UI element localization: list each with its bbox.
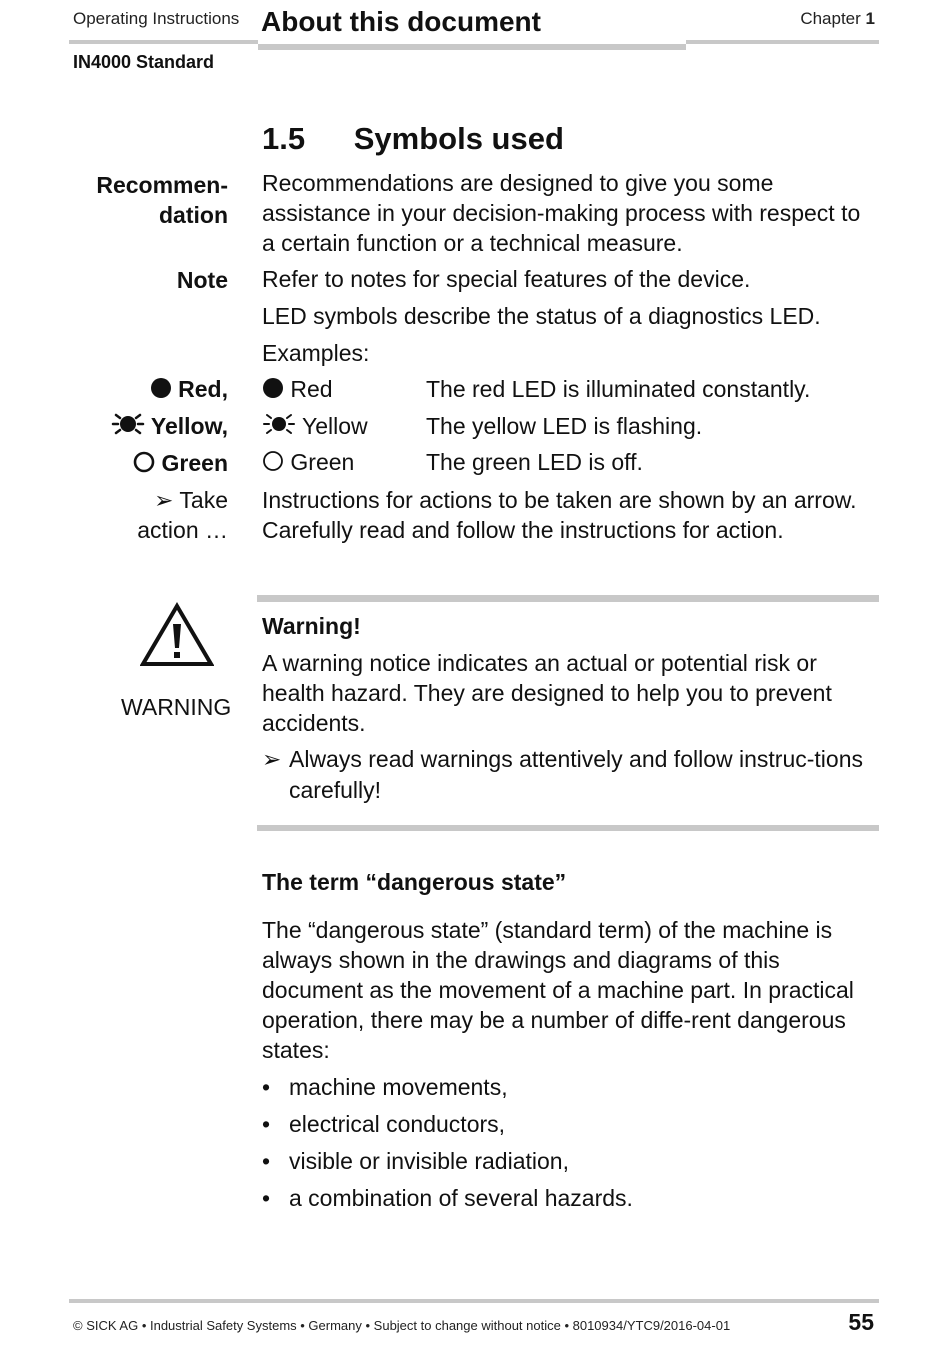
- green-margin-label: [133, 448, 228, 478]
- arrow-icon: ➢: [262, 746, 282, 772]
- led-off-icon: [133, 451, 155, 473]
- take-action-margin-label: [137, 485, 228, 545]
- list-item: • machine movements,: [262, 1072, 877, 1109]
- recommendation-margin-label: [96, 170, 228, 230]
- recommendation-label-line1: Recommen-: [96, 172, 228, 198]
- led-example-red: [262, 374, 810, 404]
- page-number: 55: [848, 1309, 874, 1335]
- take-action-label-text: Take: [179, 487, 228, 513]
- warning-text: A warning notice indicates an actual or potential risk or health hazard. They are designed to help you to prevent accidents.: [262, 650, 832, 736]
- hazard-list: [262, 1072, 877, 1220]
- led-example-name: [262, 374, 426, 404]
- doc-type-label: Operating Instructions: [73, 9, 240, 28]
- note-text: Refer to notes for special features of the device.: [262, 266, 751, 292]
- examples-label: Examples:: [262, 340, 370, 366]
- red-margin-label: [150, 374, 228, 404]
- yellow-margin-label: [111, 411, 228, 441]
- header-section-title: About this document: [261, 6, 541, 37]
- warning-box-bottom-rule: [257, 825, 879, 831]
- section-heading: [262, 121, 564, 157]
- footer-text: © SICK AG • Industrial Safety Systems • Germany • Subject to change without notice • 8010934/YTC9/2016-04-01: [73, 1318, 731, 1333]
- recommendation-label-line2: dation: [159, 202, 228, 228]
- warning-action-text: Always read warnings attentively and follow instruc-tions carefully!: [289, 746, 863, 803]
- product-name: IN4000 Standard: [73, 52, 215, 72]
- warning-action: [262, 744, 877, 806]
- yellow-label: Yellow,: [150, 413, 228, 439]
- led-example-description: The green LED is off.: [426, 449, 643, 475]
- led-example-name: [262, 411, 426, 441]
- chapter-label: [800, 9, 875, 29]
- header-rule-right: [686, 40, 879, 44]
- warning-title: Warning!: [262, 613, 361, 639]
- led-example-label: Yellow: [301, 413, 368, 439]
- led-on-icon: [262, 377, 284, 399]
- warning-box-top-rule: [257, 595, 879, 602]
- chapter-word: Chapter: [800, 9, 861, 28]
- recommendation-text: Recommendations are designed to give you some assistance in your decision-making process with respect to a certain function or a technical measure.: [262, 170, 861, 256]
- dangerous-state-text: The “dangerous state” (standard term) of the machine is always shown in the drawings and diagrams of this document as the movement of a machine part. In practical operation, there may be a number of diffe-rent dangerous states:: [262, 917, 854, 1063]
- section-title: Symbols used: [353, 121, 564, 156]
- take-action-label-line2: action …: [137, 517, 228, 543]
- list-item: • a combination of several hazards.: [262, 1183, 877, 1220]
- warning-triangle-icon: [140, 602, 214, 668]
- led-example-name: [262, 447, 426, 477]
- led-intro-text: LED symbols describe the status of a diagnostics LED.: [262, 303, 821, 329]
- led-flashing-icon: [262, 412, 296, 436]
- led-off-icon: [262, 450, 284, 472]
- led-flashing-icon: [111, 412, 145, 436]
- red-label: Red,: [178, 376, 228, 402]
- note-margin-label: Note: [176, 267, 228, 293]
- take-action-text: Instructions for actions to be taken are shown by an arrow. Carefully read and follow the instructions for action.: [262, 487, 857, 543]
- list-item: • visible or invisible radiation,: [262, 1146, 877, 1183]
- footer-rule: [69, 1299, 879, 1303]
- header-rule-middle: [258, 44, 686, 50]
- warning-margin-label: WARNING: [121, 694, 232, 720]
- header-rule-left: [69, 40, 258, 44]
- dangerous-state-heading: The term “dangerous state”: [262, 869, 567, 895]
- section-number: 1.5: [262, 121, 306, 156]
- led-example-description: The yellow LED is flashing.: [426, 413, 703, 439]
- led-example-description: The red LED is illuminated constantly.: [426, 376, 811, 402]
- led-example-yellow: [262, 411, 702, 441]
- led-example-label: Green: [290, 449, 355, 475]
- led-example-green: [262, 447, 643, 477]
- green-label: Green: [161, 450, 228, 476]
- led-on-icon: [150, 377, 172, 399]
- take-action-label-line1: [137, 485, 228, 515]
- arrow-icon: ➢: [154, 487, 174, 513]
- list-item: • electrical conductors,: [262, 1109, 877, 1146]
- chapter-number: 1: [865, 9, 875, 28]
- led-example-label: Red: [290, 376, 333, 402]
